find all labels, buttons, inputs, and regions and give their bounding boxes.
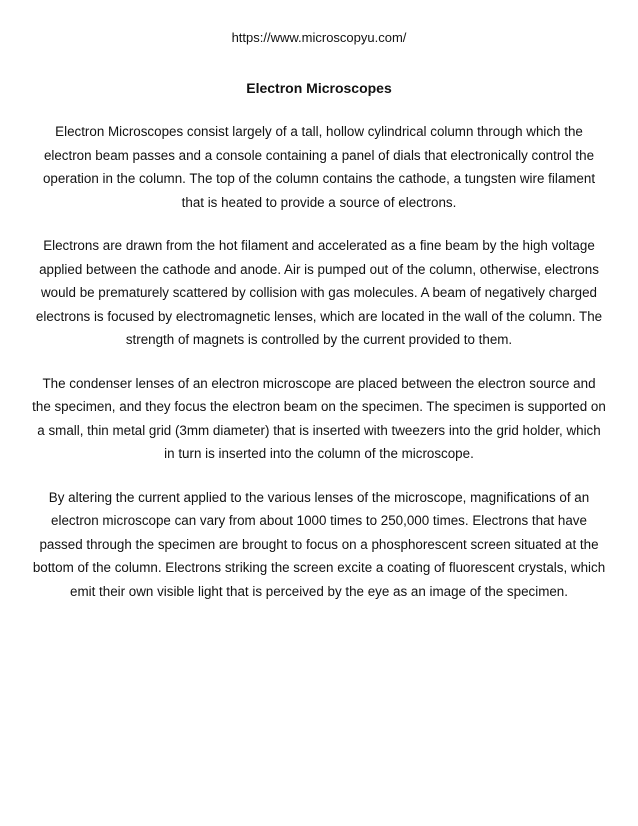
paragraph-4: By altering the current applied to the various lenses of the microscope, magnifications of an electron microscope can vary from about 1000 times to 250,000 times. Electrons that have passed through the specimen are brought to focus on a phosphorescent screen situated at the bottom of the column. Electrons striking the screen excite a coating of fluorescent crystals, which emit their own visible light that is perceived by the eye as an image of the specimen.: [32, 489, 606, 599]
source-url[interactable]: https://www.microscopyu.com/: [231, 30, 407, 45]
paragraph-3: The condenser lenses of an electron microscope are placed between the electron source and the specimen, and they focus the electron beam on the specimen. The specimen is supported on a small, thin metal grid (3mm diameter) that is inserted with tweezers into the grid holder, which in turn is inserted into the column of the microscope.: [32, 375, 606, 461]
paragraph-1: Electron Microscopes consist largely of a tall, hollow cylindrical column through which the electron beam passes and a console containing a panel of dials that electronically control the operation in the column. The top of the column contains the cathode, a tungsten wire filament that is heated to provide a source of electrons.: [42, 124, 596, 210]
page-title: Electron Microscopes: [246, 80, 392, 96]
paragraph-2: Electrons are drawn from the hot filament and accelerated as a fine beam by the high voltage applied between the cathode and anode. Air is pumped out of the column, otherwise, electrons would be prematurely scattered by collision with gas molecules. A beam of negatively charged electrons is focused by electromagnetic lenses, which are located in the wall of the column. The strength of magnets is controlled by the current provided to them.: [35, 238, 603, 347]
